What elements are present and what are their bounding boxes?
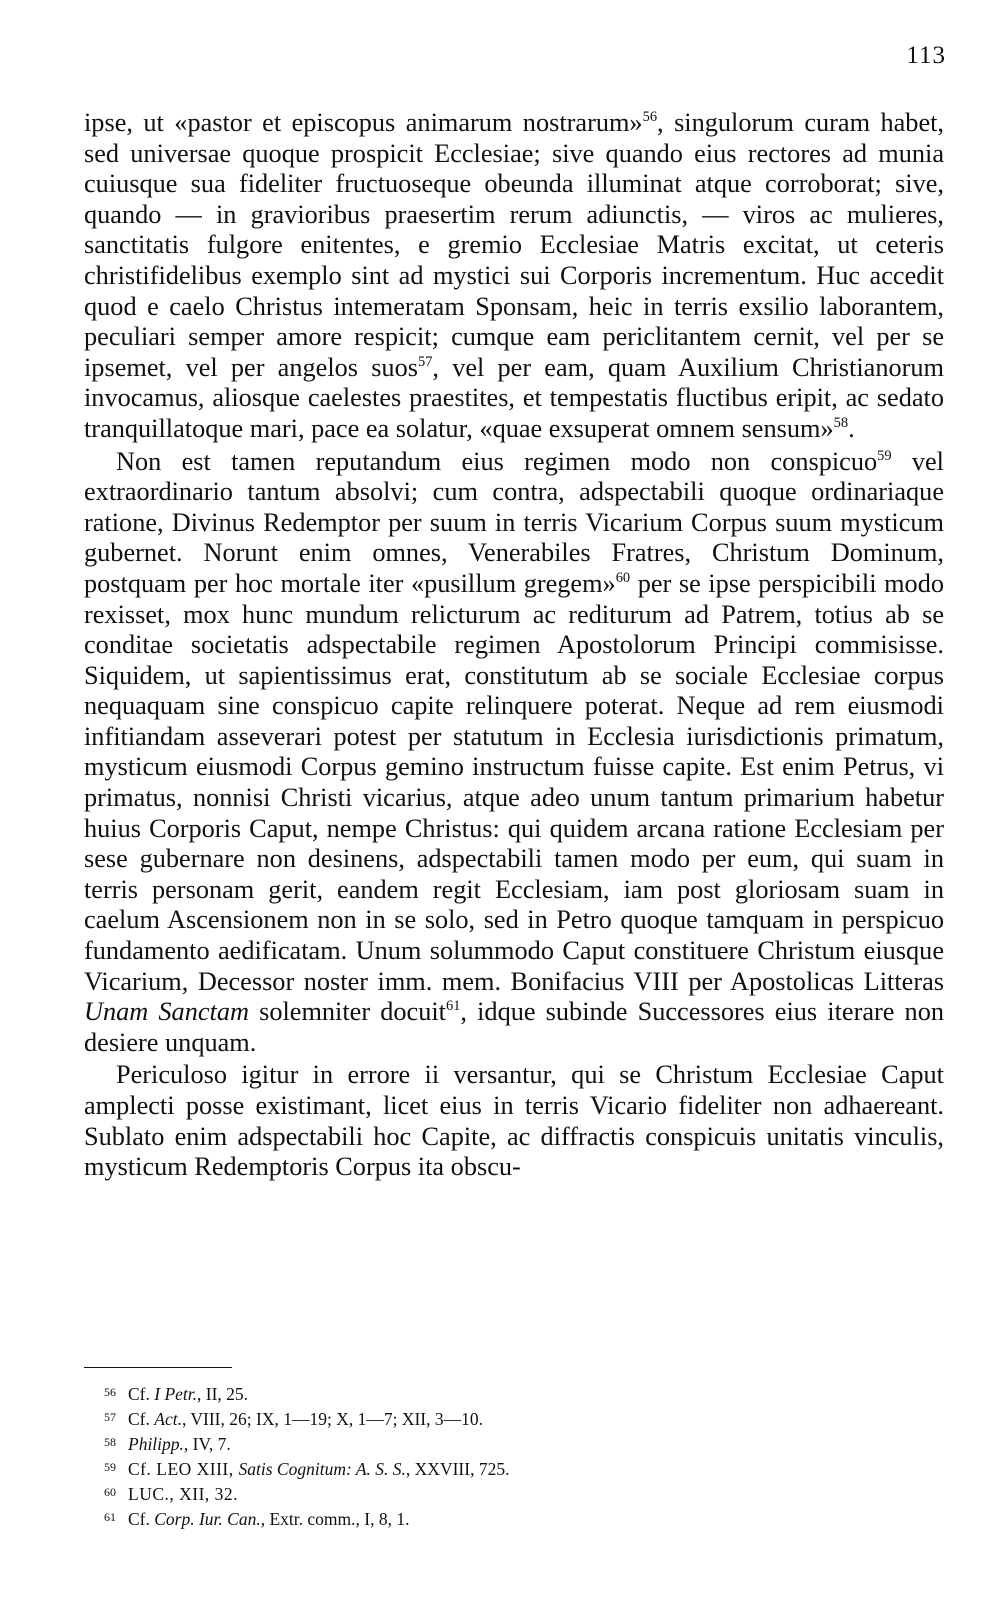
footnote-ref-56[interactable]: 56 [642, 108, 658, 125]
footnote-ref-60[interactable]: 60 [615, 569, 631, 586]
footnote-italic: Satis Cognitum: A. S. S. [238, 1459, 406, 1480]
footnote-57 [104, 1406, 904, 1431]
footnote-text: Cf. LEO XIII, [128, 1459, 239, 1480]
footnote-text: Cf. [128, 1509, 155, 1530]
footnote-number: 58 [104, 1434, 116, 1449]
footnote-text: , XXVIII, 725. [405, 1459, 510, 1480]
footnotes [104, 1381, 904, 1531]
footnote-text: Cf. [128, 1384, 155, 1405]
text-run: , idque subinde Successores eius iterare non desiere unquam. [84, 997, 944, 1057]
footnote-divider [84, 1367, 232, 1368]
page-number: 113 [906, 42, 946, 69]
text-run: ipse, ut «pastor et episcopus animarum nostrarum» [84, 108, 643, 137]
text-run: Non est tamen reputandum eius regimen modo non conspicuo [116, 446, 878, 476]
footnote-60 [104, 1481, 904, 1506]
footnote-text: LUC., XII, 32. [128, 1484, 239, 1505]
footnote-italic: Act. [154, 1409, 182, 1430]
footnote-number: 57 [104, 1409, 116, 1424]
footnote-ref-57[interactable]: 57 [417, 353, 433, 370]
paragraph-2 [84, 447, 944, 1059]
footnote-text: , Extr. comm., I, 8, 1. [260, 1509, 410, 1530]
footnote-text: , IV, 7. [183, 1434, 231, 1455]
footnote-number: 56 [104, 1385, 116, 1399]
footnote-text: Cf. [128, 1409, 155, 1430]
paragraph-3 [84, 1060, 944, 1182]
text-run: , vel per eam, quam Auxilium Christianorum invocamus, aliosque caelestes praestites, et tempestatis fluctibus eripit, ac sedato tranquillatoque mari, pace ea solatur, «quae exsuperat omnem sensum» [84, 352, 944, 443]
text-run: solemniter docuit [248, 997, 446, 1027]
footnote-ref-59[interactable]: 59 [877, 447, 892, 464]
footnote-ref-58[interactable]: 58 [833, 414, 849, 431]
text-run: , singulorum curam habet, sed universae quoque prospicit Ecclesiae; sive quando eius rectores ad munia cuiusque sua fideliter fructuoseque obeunda illuminat atque corroborat; sive, quando — in gravioribus praesertim rerum adiunctis, — viros ac mulieres, sanctitatis fulgore enitentes, e gremio Ecclesiae Matris excitat, ut ceteris christifidelibus exemplo sint ad mystici sui Corporis incrementum. Huc accedit quod e caelo Christus intemeratam Sponsam, heic in terris exsilio laborantem, peculiari semper amore respicit; cumque eam periclitantem cernit, vel per se ipsemet, vel per angelos suos [84, 108, 944, 382]
footnote-italic: I Petr. [154, 1384, 198, 1405]
footnote-61 [104, 1506, 904, 1531]
footnote-italic: Philipp. [128, 1434, 184, 1455]
footnote-ref-61[interactable]: 61 [445, 998, 461, 1015]
footnote-text: , II, 25. [197, 1384, 249, 1405]
body-text [84, 108, 944, 1183]
footnote-italic: Corp. Iur. Can. [154, 1509, 261, 1530]
italic-title: Unam Sanctam [84, 997, 249, 1027]
footnote-59 [104, 1456, 904, 1481]
footnote-58 [104, 1431, 904, 1456]
text-run: per se ipse perspicibili modo rexisset, mox hunc mundum relicturum ac rediturum ad Patrem, totius ab se conditae societatis adspectabile regimen Apostolorum Principi commisisse. Siquidem, ut sapientissimus erat, constitutum ab se sociale Ecclesiae corpus nequaquam sine conspicuo capite relinquere poterat. Neque ad rem eiusmodi infitiandam asseverari potest per statutum in Ecclesia iurisdictionis primatum, mysticum eiusmodi Corpus gemino instructum fuisse capite. Est enim Petrus, vi primatus, nonnisi Christi vicarius, atque adeo unum tantum primarium habetur huius Corporis Caput, nempe Christus: qui quidem arcana ratione Ecclesiam per sese gubernare non desinens, adspectabili tamen modo per eum, qui suam in terris personam gerit, eandem regit Ecclesiam, iam post gloriosam suam in caelum Ascensionem non in se solo, sed in Petro quoque tamquam in perspicuo fundamento aedificatam. Unum solummodo Caput constituere Christum eiusque Vicarium, Decessor noster imm. mem. Bonifacius VIII per Apostolicas Litteras [84, 568, 944, 996]
paragraph-1 [84, 108, 944, 445]
footnote-number: 60 [104, 1484, 116, 1499]
footnote-number: 59 [104, 1459, 116, 1474]
text-run: Periculoso igitur in errore ii versantur, qui se Christum Ecclesiae Caput amplecti posse existimant, licet eius in terris Vicario fideliter non adhaereant. Sublato enim adspectabili hoc Capite, ac diffractis conspicuis unitatis vinculis, mysticum Redemptoris Corpus ita obscu- [84, 1060, 944, 1182]
footnote-56 [104, 1381, 904, 1406]
footnote-text: , VIII, 26; IX, 1—19; X, 1—7; XII, 3—10. [181, 1409, 483, 1430]
text-run: . [848, 413, 855, 443]
footnote-number: 61 [104, 1509, 116, 1524]
text-run: vel extraordinario tantum absolvi; cum contra, adspectabili quoque ordinariaque ratione, Divinus Redemptor per suum in terris Vicarium Corpus suum mysticum gubernet. Norunt enim omnes, Venerabiles Fratres, Christum Dominum, postquam per hoc mortale iter «pusillum gregem» [84, 446, 944, 598]
